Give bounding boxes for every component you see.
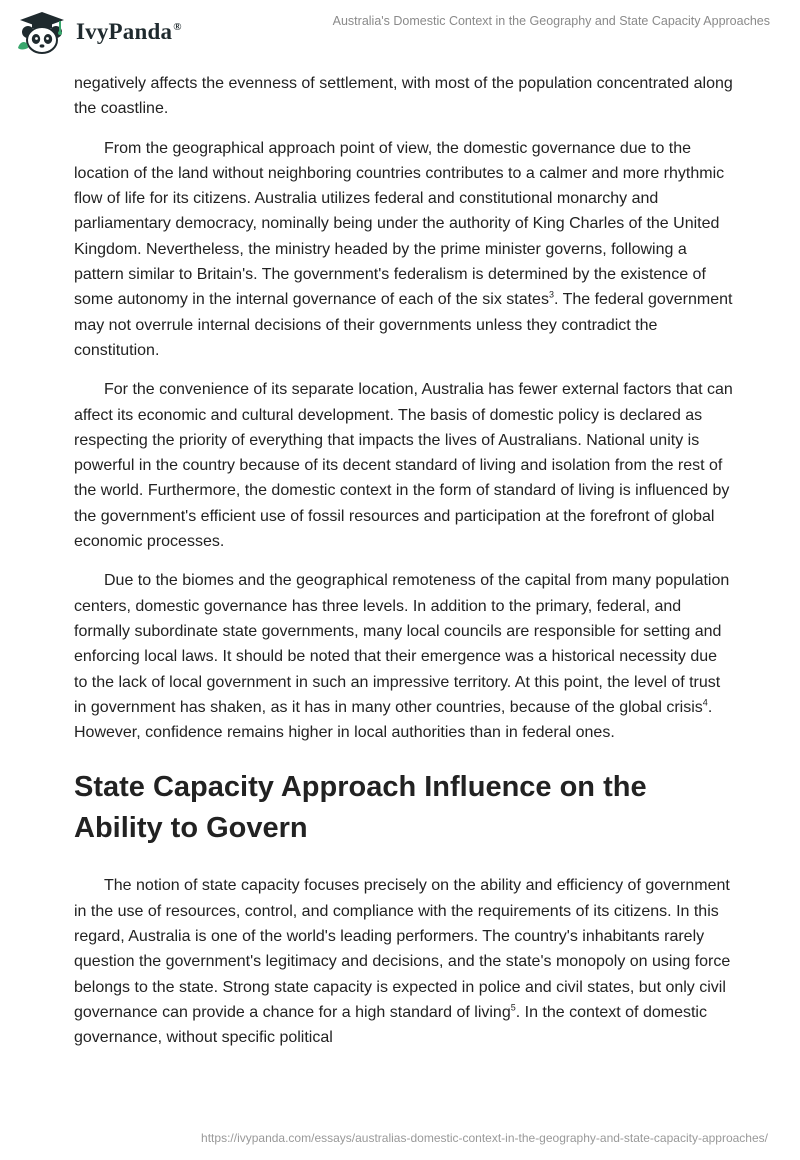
paragraph-5: The notion of state capacity focuses precisely on the ability and efficiency of government in the use of resources, control, and compliance with the requirements of its citizens. In this regard, Australia is one of the world's leading performers. The country's inhabitants rarely question the government's legitimacy and decisions, and the state's monopoly on using force belongs to the state. Strong state capacity is expected in police and civil states, but only civil governance can provide a chance for a high standard of living$^5$. In the context of domestic governance, without specific political (74, 877, 731, 1047)
document-title: Australia's Domestic Context in the Geography and State Capacity Approaches (332, 14, 770, 28)
registered-mark: ® (173, 21, 182, 34)
paragraph-4: Due to the biomes and the geographical remoteness of the capital from many population centers, domestic governance has three levels. In addition to the primary, federal, and formally subordinate state governments, many local councils are responsible for setting and enforcing local laws. It should be noted that their emergence was a historical necessity due to the lack of local government in such an impressive territory. At this point, the level of trust in government has shaken, as it has in many other countries, because of the global crisis$^4$. However, confidence remains higher in local authorities than in federal ones. (74, 572, 730, 742)
section-heading: State Capacity Approach Influence on the Ability to Govern (74, 771, 647, 845)
paragraph-2: From the geographical approach point of view, the domestic governance due to the location of the land without neighboring countries contributes to a calmer and more rhythmic flow of life for its citizens. Australia utilizes federal and constitutional monarchy and parliamentary democracy, nominally being under the authority of King Charles of the United Kingdom. Nevertheless, the ministry headed by the prime minister governs, following a pattern similar to Britain's. The government's federalism is determined by the existence of some autonomy in the internal governance of each of the six states$^3$. The federal government may not overrule internal decisions of their governments unless they contradict the constitution. (74, 139, 733, 359)
essay-body (74, 71, 734, 1065)
footnote-ref-3[interactable]: 3 (548, 290, 554, 301)
ivypanda-logo[interactable] (14, 8, 182, 56)
paragraph-1: negatively affects the evenness of settlement, with most of the population concentrated along the coastline. (74, 75, 733, 118)
source-url[interactable]: https://ivypanda.com/essays/australias-domestic-context-in-the-geography-and-state-capacity-approaches/ (201, 1131, 768, 1145)
brand-name: IvyPanda® (76, 19, 182, 44)
panda-graduate-icon (14, 8, 70, 56)
page-header (0, 0, 800, 70)
paragraph-3: For the convenience of its separate location, Australia has fewer external factors that can affect its economic and cultural development. The basis of domestic policy is declared as respecting the priority of everything that impacts the lives of Australians. National unity is powerful in the country because of its decent standard of living and isolation from the rest of the world. Furthermore, the domestic context in the form of standard of living is influenced by the government's efficient use of fossil resources and participation at the forefront of global economic processes. (74, 381, 733, 551)
footnote-ref-5[interactable]: 5 (510, 1002, 516, 1013)
footnote-ref-4[interactable]: 4 (702, 697, 708, 708)
